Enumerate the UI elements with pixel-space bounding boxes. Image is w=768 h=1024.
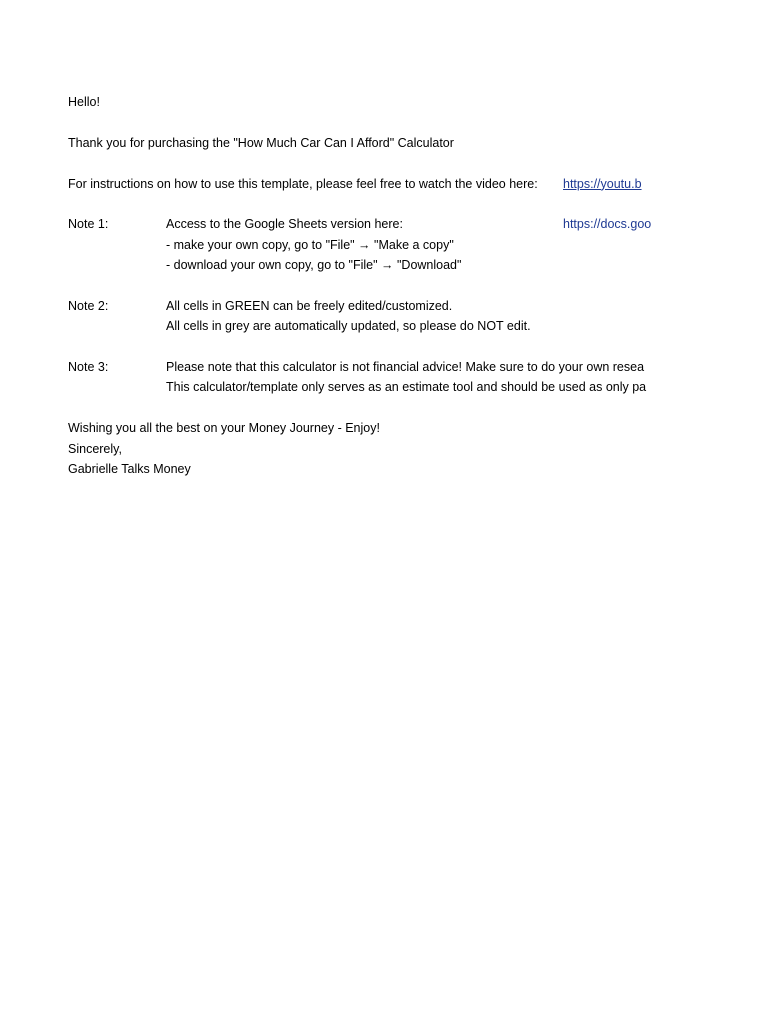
note3-label: Note 3: [68,360,109,375]
note3-line1: Please note that this calculator is not financial advice! Make sure to do your own resea [166,360,645,375]
note3-row [68,357,651,377]
greeting-text: Hello! [68,95,100,109]
note1-line2: - make your own copy, go to "File" → "Make a copy" [166,237,454,252]
thanks-row [68,133,651,153]
video-link[interactable]: https://youtu.b [563,176,642,191]
note1-row-3 [68,255,651,275]
instructions-text: For instructions on how to use this template, please feel free to watch the video here: [68,176,538,191]
spacer-row [68,276,651,296]
instructions-row [68,174,651,194]
google-sheets-link[interactable]: https://docs.goo [563,217,651,232]
print-area [68,92,651,479]
spacer-row [68,194,651,214]
note3-line2: This calculator/template only serves as an estimate tool and should be used as only pa [166,380,647,395]
closing-wish: Wishing you all the best on your Money Journey - Enjoy! [68,421,380,436]
spacer-row [68,112,651,132]
spacer-row [68,153,651,173]
note1-label: Note 1: [68,217,109,232]
closing-sincerely: Sincerely, [68,441,122,456]
thanks-text: Thank you for purchasing the "How Much Car Can I Afford" Calculator [68,135,454,150]
note1-row-2 [68,235,651,255]
signature-row [68,459,651,479]
sincerely-row [68,439,651,459]
note2-line2: All cells in grey are automatically updated, so please do NOT edit. [166,319,531,334]
note1-line1: Access to the Google Sheets version here: [166,217,403,232]
note2-line1: All cells in GREEN can be freely edited/customized. [166,298,453,313]
greeting-row [68,92,651,112]
note2-label: Note 2: [68,298,109,313]
note2-row [68,296,651,316]
note1-row [68,214,651,234]
note1-line3: - download your own copy, go to "File" → "Download" [166,258,462,273]
wish-row [68,418,651,438]
spacer-row [68,398,651,418]
spacer-row [68,337,651,357]
closing-signature: Gabrielle Talks Money [68,462,191,477]
note2-row-2 [68,316,651,336]
note3-row-2 [68,377,651,397]
